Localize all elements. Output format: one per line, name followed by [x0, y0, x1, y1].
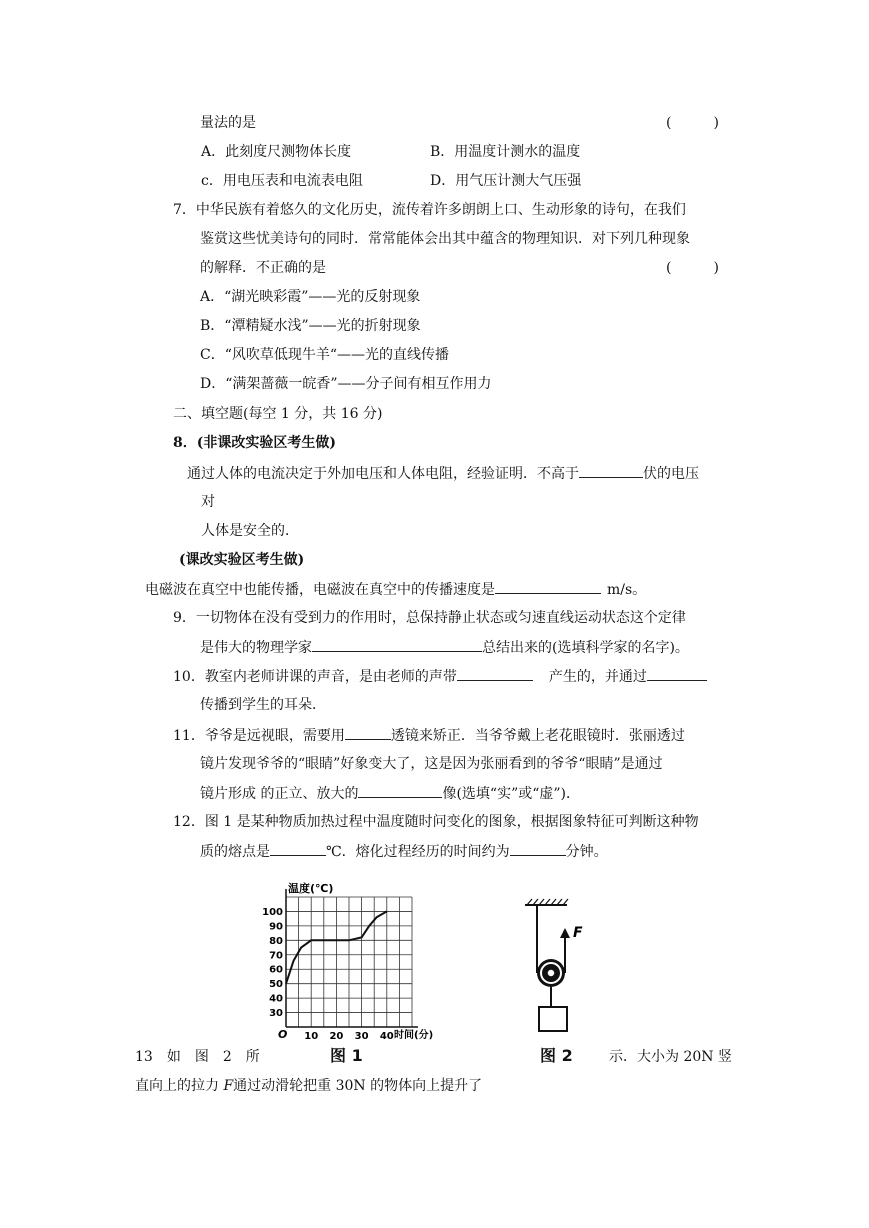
q9-line2: [200, 637, 689, 658]
origin-label: O: [278, 1028, 288, 1041]
q11-line3-text: 镜片形成 的正立、放大的: [200, 786, 359, 802]
q13-line1-start: 13 如 图 2 所: [135, 1049, 260, 1065]
y-tick-label: 100: [262, 906, 283, 918]
q11-line1: [173, 725, 685, 746]
q12-line2-mid: ℃．熔化过程经历的时间约为: [326, 844, 510, 860]
q10-line1-mid: 产生的，并通过: [548, 669, 647, 685]
y-tick-label: 80: [269, 935, 283, 947]
q6-option-d: D．用气压计测大气压强: [430, 173, 582, 189]
q12-line1: 12．图 1 是某种物质加热过程中温度随时问变化的图象，根据图象特征可判断这种物: [173, 814, 699, 830]
y-tick-label: 70: [269, 950, 283, 962]
x-tick-label: 40: [379, 1031, 394, 1042]
weight-block: [539, 1007, 567, 1031]
x-tick-label: 20: [329, 1031, 344, 1042]
q7-option-b: B．“潭精疑水浅”——光的折射现象: [200, 318, 421, 334]
q6-stem: 量法的是: [200, 115, 256, 131]
q9-blank-scientist[interactable]: [312, 637, 482, 652]
q8-line4-unit: m/s。: [607, 582, 647, 598]
q13-line2-tail: 通过动滑轮把重 30N 的物体向上提升了: [233, 1078, 483, 1094]
figure-1-chart: [262, 872, 462, 1044]
q9-line1: 9．一切物体在没有受到力的作用时，总保持静止状态或匀速直线运动状态这个定律: [173, 610, 686, 626]
y-tick-label: 30: [269, 1008, 283, 1020]
chart-axes: [286, 889, 418, 1027]
q12-line2-tail: 分钟。: [565, 844, 608, 860]
q12-blank-melting-point[interactable]: [270, 841, 326, 856]
q9-line2-text: 是伟大的物理学家: [200, 640, 312, 656]
section-title: 二、填空题(每空 1 分，共 16 分): [173, 406, 383, 422]
q8-heading: 8．(非课改实验区考生做): [173, 435, 336, 451]
q8-line1-text: 通过人体的电流决定于外加电压和人体电阻，经验证明．不高于: [187, 466, 579, 482]
y-tick-label: 40: [269, 993, 283, 1005]
q13-line1-end: 示．大小为 20N 竖: [609, 1049, 732, 1065]
q10-blank-2[interactable]: [647, 666, 707, 681]
q6-option-a: A．此刻度尺测物体长度: [201, 144, 352, 160]
q7-answer-paren: ( ): [666, 260, 719, 276]
q8-line2: 对: [201, 494, 215, 510]
y-axis-label: 温度(℃): [288, 882, 334, 895]
q13-force-symbol: F: [223, 1078, 234, 1094]
figure-2-pulley: [515, 895, 595, 1045]
figure-2-caption: 图 2: [540, 1046, 573, 1065]
q10-line2: 传播到学生的耳朵．: [200, 697, 326, 713]
q10-line1-text: 10．教室内老师讲课的声音，是由老师的声带: [173, 669, 457, 685]
q6-answer-paren: ( ): [666, 115, 719, 131]
q11-line3: [200, 783, 580, 804]
q11-line1-tail: 透镜来矫正．当爷爷戴上老花眼镜时．张丽透过: [390, 728, 685, 744]
y-tick-label: 50: [269, 979, 283, 991]
q12-line2-text: 质的熔点是: [200, 844, 270, 860]
x-tick-label: 10: [304, 1031, 319, 1042]
q7-option-c: C．“风吹草低现牛羊“——光的直线传播: [200, 347, 450, 363]
q8-blank-voltage[interactable]: [579, 463, 643, 478]
pulley-axle: [547, 969, 555, 977]
x-tick-label: 30: [354, 1031, 369, 1042]
q8-blank-speed[interactable]: [495, 579, 601, 594]
q8-line1: [187, 463, 699, 484]
force-label: F: [573, 925, 583, 941]
force-arrow-head: [560, 928, 570, 938]
x-axis-label: 时间(分): [394, 1030, 434, 1041]
q11-blank-lens[interactable]: [345, 725, 391, 740]
q6-option-b: B．用温度计测水的温度: [430, 144, 581, 160]
q12-line2: [200, 841, 608, 862]
q10-blank-1[interactable]: [457, 666, 533, 681]
q10-line1: [173, 666, 707, 687]
q8-line4: [145, 579, 646, 600]
q8-line3: 人体是安全的．: [201, 523, 299, 539]
figure-1-caption: 图 1: [330, 1046, 363, 1065]
q7-option-a: A．“湖光映彩霞”——光的反射现象: [200, 289, 421, 305]
q8-line4-text: 电磁波在真空中也能传播，电磁波在真空中的传播速度是: [145, 582, 495, 598]
q9-line2-tail: 总结出来的(选填科学家的名字)。: [482, 640, 689, 656]
q11-line2: 镜片发现爷爷的“眼睛”好象变大了，这是因为张丽看到的爷爷“眼睛”是通过: [200, 756, 663, 772]
q11-line3-tail: 像(选填“实”或“虚”)．: [442, 786, 581, 802]
q7-line3: 的解释．不正确的是: [200, 260, 326, 276]
q13-line2-text: 直向上的拉力: [135, 1078, 224, 1094]
q8-heading2: (课改实验区考生做): [179, 552, 305, 568]
q7-line1: 7．中华民族有着悠久的文化历史，流传着许多朗朗上口、生动形象的诗句，在我们: [173, 202, 686, 218]
y-tick-label: 90: [269, 921, 283, 933]
q7-line2: 鉴赏这些忧美诗句的同时．常常能体会出其中蕴含的物理知识．对下列几种现象: [200, 231, 690, 247]
q6-option-c: c．用电压表和电流表电阻: [201, 173, 363, 189]
q8-line1-tail: 伏的电压: [643, 466, 699, 482]
chart-grid: [286, 897, 412, 1027]
q11-blank-image[interactable]: [358, 783, 442, 798]
q11-line1-text: 11．爷爷是远视眼，需要用: [173, 728, 345, 744]
y-tick-label: 60: [269, 964, 283, 976]
q13-line2: [135, 1076, 482, 1096]
q7-option-d: D．“满架蔷薇一皖香”——分子间有相互作用力: [200, 376, 492, 392]
q12-blank-duration[interactable]: [510, 841, 566, 856]
